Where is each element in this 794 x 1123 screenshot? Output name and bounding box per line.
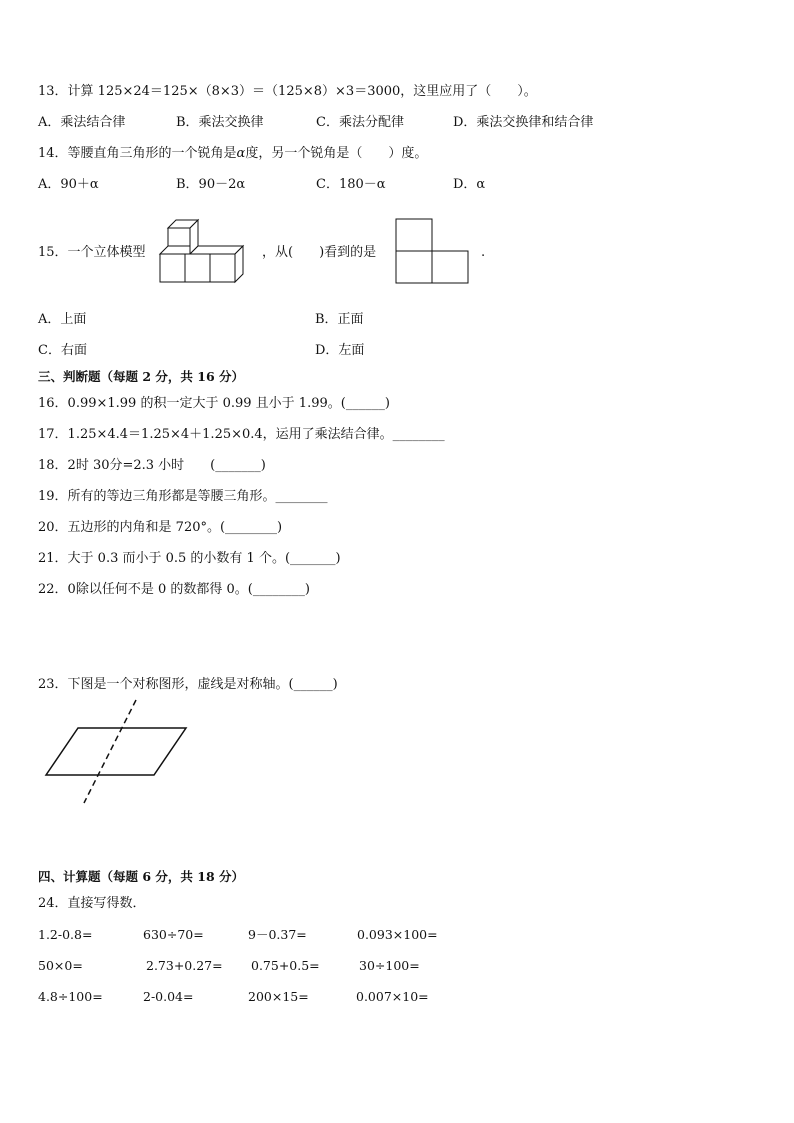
q24-stem: 24．直接写得数．: [38, 896, 146, 911]
calc-item: 0.093×100=: [357, 927, 438, 942]
calc-item: 0.007×10=: [356, 989, 429, 1004]
q15-view-figure: [395, 218, 469, 284]
q13-option-a[interactable]: A．乘法结合律: [38, 115, 126, 130]
q14-stem-before: 14．等腰直角三角形的一个锐角是: [38, 146, 237, 161]
parallelogram-shape: [46, 728, 186, 775]
q14-option-a[interactable]: A．90＋α: [38, 177, 99, 192]
q15-option-a[interactable]: A．上面: [38, 312, 87, 327]
q13-option-d[interactable]: D．乘法交换律和结合律: [453, 115, 594, 130]
calc-item: 9－0.37=: [248, 927, 307, 942]
judge-item-17: 17．1.25×4.4＝1.25×4＋1.25×0.4，运用了乘法结合律。________: [38, 427, 445, 442]
q14-stem: [38, 146, 427, 162]
calc-item: 2.73+0.27=: [146, 958, 223, 973]
calc-item: 30÷100=: [359, 958, 420, 973]
solid-model-figure: [158, 218, 243, 288]
calc-item: 50×0=: [38, 958, 83, 973]
q15-stem-b: ，从( )看到的是: [262, 245, 377, 260]
q13-stem: 13．计算 125×24＝125×（8×3）＝（125×8）×3＝3000，这里应用了（ ）。: [38, 84, 537, 99]
parallelogram-figure: [40, 700, 190, 805]
judge-item-22: 22．0除以任何不是 0 的数都得 0。(________): [38, 582, 310, 597]
calc-item: 200×15=: [248, 989, 309, 1004]
calc-item: 4.8÷100=: [38, 989, 103, 1004]
calc-item: 2-0.04=: [143, 989, 194, 1004]
q14-option-b[interactable]: B．90－2α: [176, 177, 246, 192]
q14-option-c[interactable]: C．180－α: [316, 177, 386, 192]
section-4-title: 四、计算题（每题 6 分，共 18 分）: [38, 869, 245, 884]
q14-stem-after: 度，另一个锐角是（ ）度。: [245, 146, 428, 161]
q13-option-b[interactable]: B．乘法交换律: [176, 115, 264, 130]
q15-stem-a: 15．一个立体模型: [38, 245, 146, 260]
q15-stem-end: .: [481, 245, 486, 260]
q14-variable: α: [236, 146, 246, 161]
q15-option-d[interactable]: D．左面: [315, 343, 365, 358]
judge-item-18: 18．2时 30分=2.3 小时 (_______): [38, 458, 266, 473]
calc-item: 630÷70=: [143, 927, 204, 942]
q14-option-d[interactable]: D．α: [453, 177, 486, 192]
dashed-symmetry-axis: [84, 700, 136, 803]
judge-item-21: 21．大于 0.3 而小于 0.5 的小数有 1 个。(_______): [38, 551, 341, 566]
judge-item-19: 19．所有的等边三角形都是等腰三角形。________: [38, 489, 328, 504]
q15-option-b[interactable]: B．正面: [315, 312, 364, 327]
judge-item-16: 16．0.99×1.99 的积一定大于 0.99 且小于 1.99。(______): [38, 396, 390, 411]
judge-item-23: 23．下图是一个对称图形，虚线是对称轴。(______): [38, 677, 338, 692]
q15-option-c[interactable]: C．右面: [38, 343, 87, 358]
calc-item: 0.75+0.5=: [251, 958, 320, 973]
q13-option-c[interactable]: C．乘法分配律: [316, 115, 404, 130]
judge-item-20: 20．五边形的内角和是 720°。(________): [38, 520, 283, 535]
calc-item: 1.2-0.8=: [38, 927, 93, 942]
section-3-title: 三、判断题（每题 2 分，共 16 分）: [38, 369, 245, 384]
